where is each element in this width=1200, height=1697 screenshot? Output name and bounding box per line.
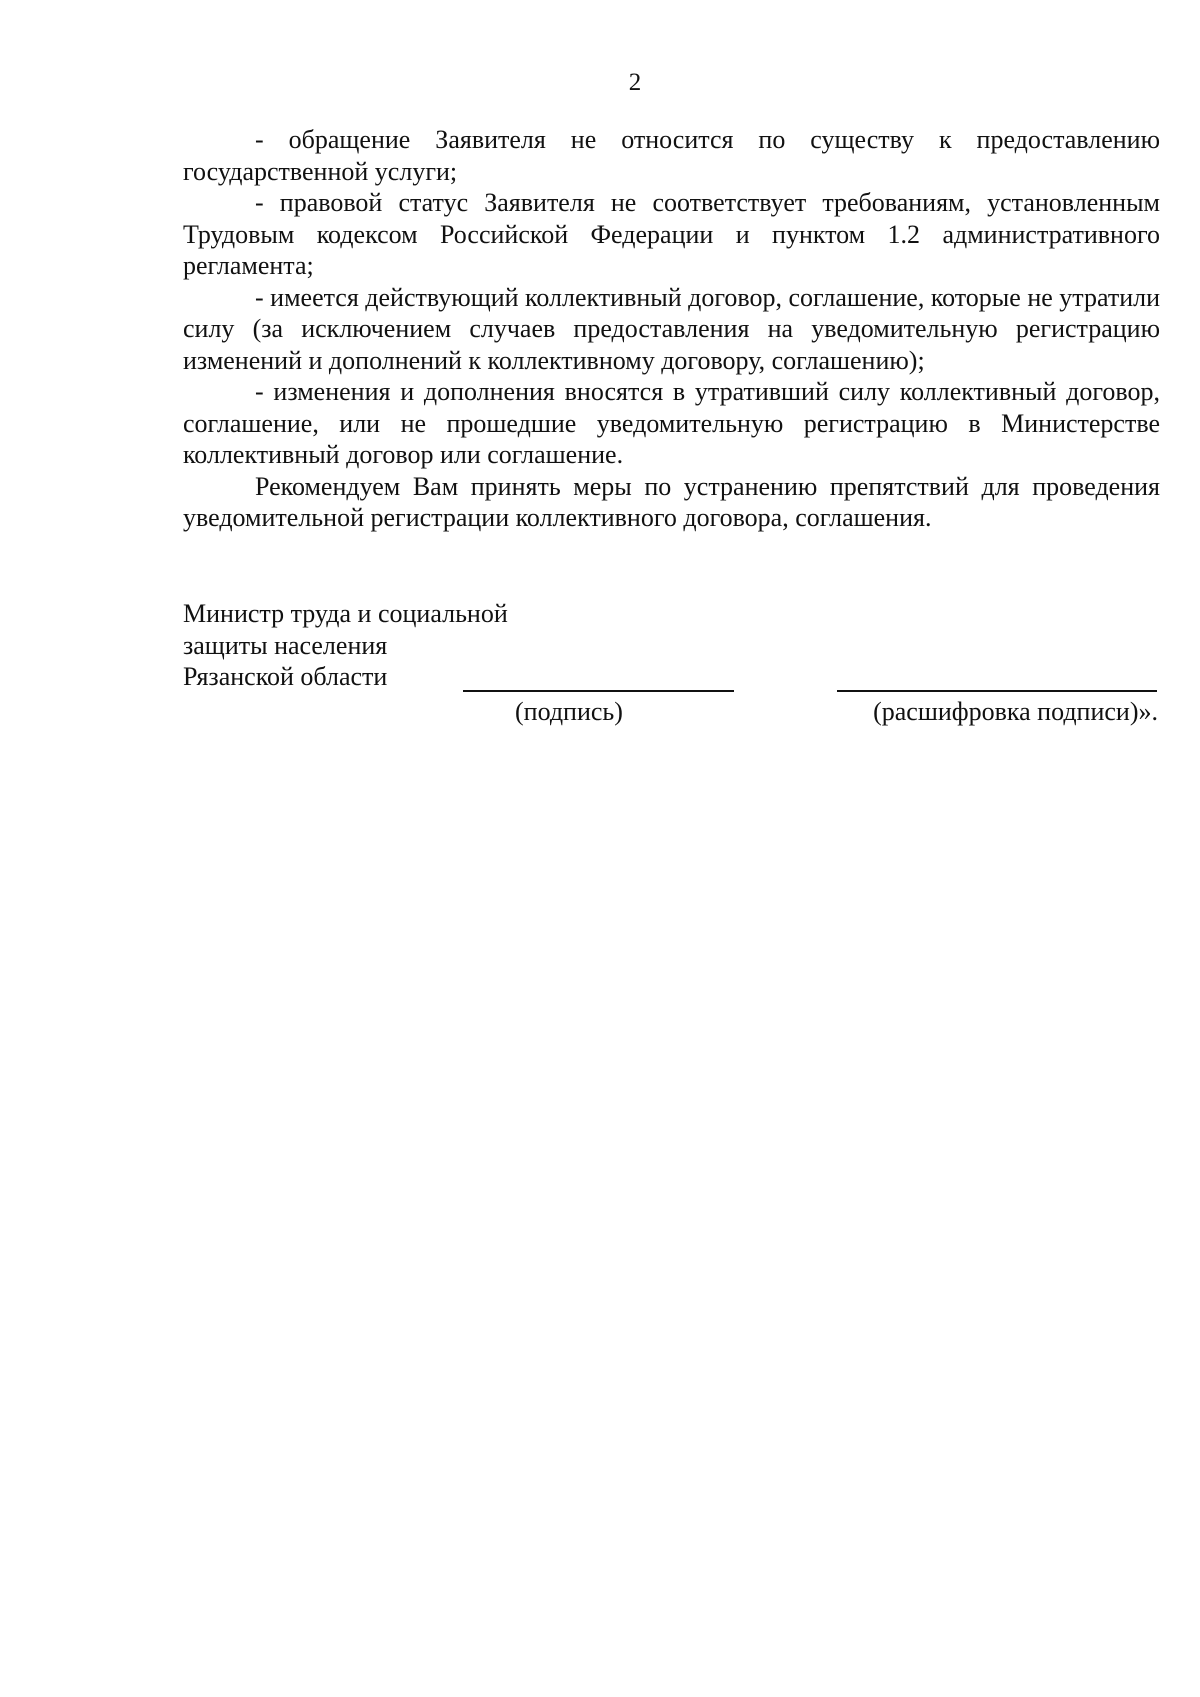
page-number: 2 xyxy=(628,69,642,96)
paragraph-recommendation: Рекомендуем Вам принять меры по устранению препятствий для проведения уведомительной регистрации коллективного договора, соглашения. xyxy=(183,471,1160,532)
signatory-position-line-3: Рязанской области xyxy=(183,662,388,691)
signatory-position-line-2: защиты населения xyxy=(183,630,388,660)
paragraph-refusal-reason-3: - имеется действующий коллективный договор, соглашение, которые не утратили силу (за исключением случаев предоставления на уведомительную регистрацию изменений и дополнений к коллективному договору, соглашению); xyxy=(183,282,1160,375)
document-body xyxy=(183,124,1160,534)
paragraph-refusal-reason-2: - правовой статус Заявителя не соответствует требованиям, установленным Трудовым кодексом Российской Федерации и пунктом 1.2 административного регламента; xyxy=(183,188,1160,280)
signatory-position-line-1: Министр труда и социальной xyxy=(183,599,508,628)
paragraph-refusal-reason-4: - изменения и дополнения вносятся в утративший силу коллективный договор, соглашение, или не прошедшие уведомительную регистрацию в Министерстве коллективный договор или соглашение. xyxy=(183,377,1160,469)
signature-line xyxy=(463,690,734,692)
paragraph-refusal-reason-1: - обращение Заявителя не относится по существу к предоставлению государственной услуги; xyxy=(183,125,1160,186)
signature-block xyxy=(183,598,1160,738)
signature-decoding-line xyxy=(837,690,1157,692)
signature-decoding-caption: (расшифровка подписи)». xyxy=(873,697,1158,726)
signature-caption: (подпись) xyxy=(515,697,623,726)
